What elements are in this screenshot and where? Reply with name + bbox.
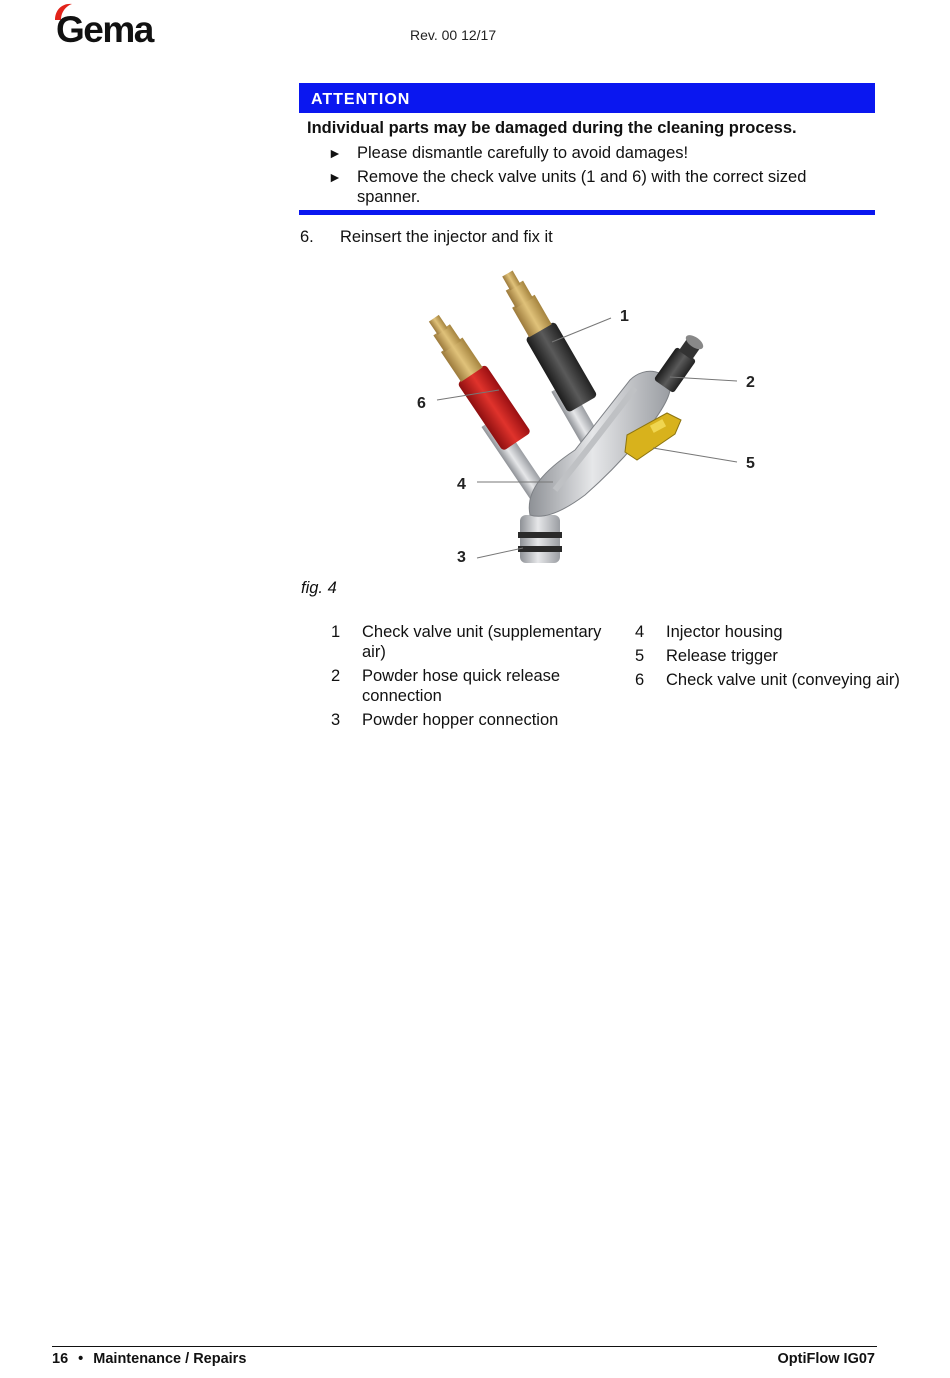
page-number: 16: [52, 1351, 69, 1367]
bullet-text: Remove the check valve units (1 and 6) with the correct sized spanner.: [357, 168, 807, 206]
attention-title: ATTENTION: [311, 91, 411, 108]
legend-number: 2: [331, 667, 341, 685]
red-check-valve-part: [420, 309, 532, 452]
bullet-arrow-icon: ►: [328, 145, 342, 161]
legend-number: 1: [331, 623, 341, 641]
legend-text: Release trigger: [666, 647, 778, 665]
footer-product: OptiFlow IG07: [777, 1351, 875, 1367]
legend-text: Powder hopper connection: [362, 711, 559, 729]
injector-illustration: [405, 270, 785, 570]
legend-number: 4: [635, 623, 645, 641]
legend-text: Check valve unit (supplementary air): [362, 623, 602, 661]
logo-text: Gema: [56, 9, 153, 46]
footer-rule: [52, 1346, 877, 1347]
callout-3: 3: [457, 549, 466, 566]
footer-left: [52, 1351, 246, 1367]
attention-warning: Individual parts may be damaged during the cleaning process.: [307, 119, 797, 137]
attention-banner: [299, 83, 875, 113]
step-number: 6.: [300, 228, 314, 246]
revision-label: Rev. 00 12/17: [410, 27, 497, 43]
callout-4: 4: [457, 476, 466, 493]
legend-text: Injector housing: [666, 623, 783, 641]
attention-bottom-rule: [299, 210, 875, 215]
legend-number: 3: [331, 711, 341, 729]
callout-1: 1: [620, 308, 629, 325]
footer-separator: •: [78, 1351, 84, 1367]
footer-section: Maintenance / Repairs: [93, 1351, 247, 1367]
hopper-connection-part: [518, 515, 562, 563]
callout-2: 2: [746, 374, 755, 391]
legend-number: 5: [635, 647, 645, 665]
step-text: Reinsert the injector and fix it: [340, 228, 553, 246]
legend-number: 6: [635, 671, 645, 689]
callout-6: 6: [417, 395, 426, 412]
powder-hose-connection-part: [654, 331, 708, 393]
bullet-text: Please dismantle carefully to avoid damages!: [357, 144, 689, 162]
gema-logo: [52, 2, 167, 46]
black-check-valve-part: [493, 270, 598, 413]
callout-5: 5: [746, 455, 755, 472]
figure-caption: fig. 4: [301, 579, 337, 597]
bullet-arrow-icon: ►: [328, 169, 342, 185]
legend-text: Powder hose quick release connection: [362, 667, 561, 705]
legend-text: Check valve unit (conveying air): [666, 671, 900, 689]
